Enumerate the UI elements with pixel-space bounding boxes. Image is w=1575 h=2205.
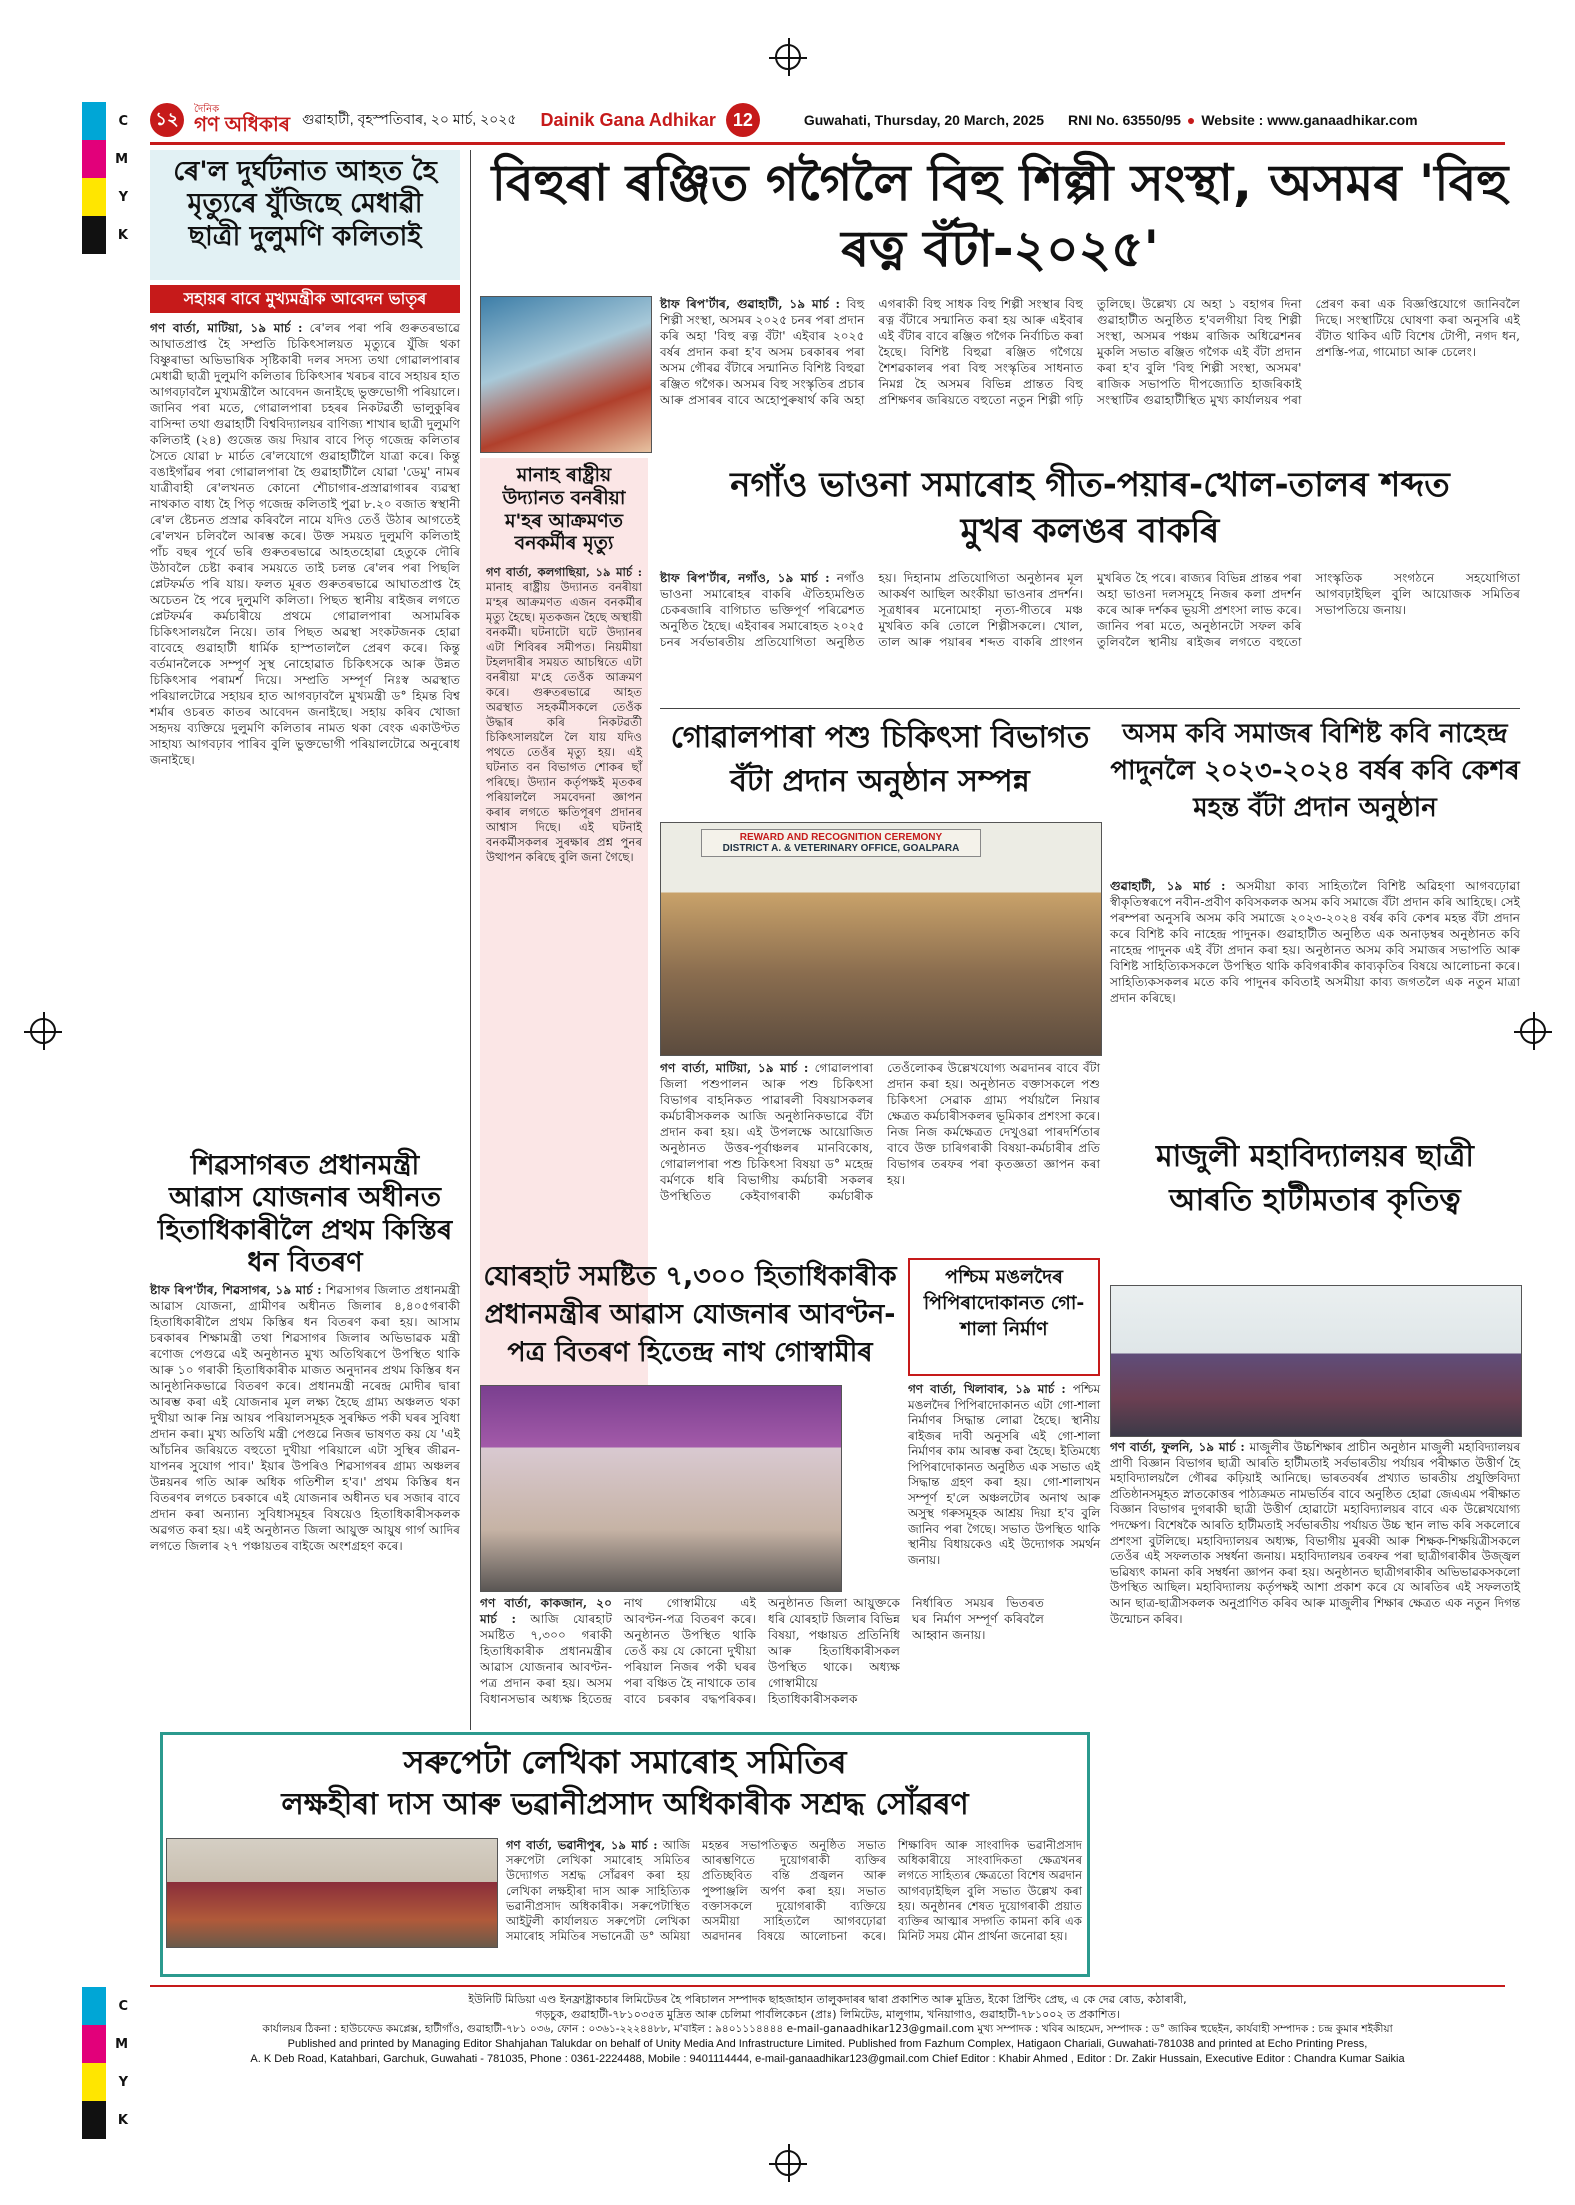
page-header [150, 100, 1505, 140]
vet-ceremony-banner: REWARD AND RECOGNITION CEREMONY DISTRICT A. & VETERINARY OFFICE, GOALPARA [701, 829, 981, 857]
cmyk-labels-bottom: C M Y K [115, 1998, 128, 2128]
header-rule [150, 142, 1505, 145]
black-swatch [82, 216, 106, 254]
goshala-headline-box [908, 1258, 1100, 1376]
poet-headline: অসম কবি সমাজৰ বিশিষ্ট কবি নাহেন্দ্ৰ পাদুনলৈ ২০২৩-২০২৪ বৰ্ষৰ কবি কেশৰ মহন্ত বঁটা প্ৰদান অনুষ্ঠান [1110, 719, 1520, 823]
imprint-line-5: A. K Deb Road, Katahbari, Garchuk, Guwahati - 781035, Phone : 0361-2224488, Mobile : 9401114444, e-mail-ganaadhikar123@gmail.com Chief Editor : Khabir Ahmed , Editor : Dr. Zakir Hussain, Executive Editor : Chandra Kumar Saikia [250, 2053, 1405, 2065]
jorhat-headline-box [480, 1258, 900, 1378]
footer-rule [150, 1985, 1505, 1987]
registration-mark-right [1520, 1018, 1546, 1044]
rail-story-body: গণ বাৰ্তা, মাটিয়া, ১৯ মাৰ্চ : ৰে'লৰ পৰা পৰি গুৰুতৰভাৱে আঘাতপ্ৰাপ্ত হৈ সম্প্ৰতি চিকিৎসালয়ত মৃত্যুৰে যুঁজি থকা বিষ্ণুৰাভা অভিভাষিক সৃষ্টিকাৰী দলৰ সদস্য তথা গোৱালপাৰাৰ মেধাৱী ছাত্ৰী দুলুমণি কলিতাৰ চিকিৎসাৰ খৰচৰ বাবে সহায়ৰ হাত আগবঢ়াবলৈ মুখ্যমন্ত্ৰীলৈ আবেদন জনাইছে ভুক্তভোগী পৰিয়ালে। জানিব পৰা মতে, গোৱালপাৰা চহৰৰ নিকটৱৰ্তী ভালুকুৰিৰ বাসিন্দা তথা গুৱাহাটী বিশ্ববিদ্যালয়ৰ বাণিজ্য শাখাৰ ছাত্ৰী দুলুমণি কলিতাই (২৪) গুজেন্ত জয় দিয়াৰ বাবে পিতৃ গজেন্দ্ৰ কলিতাৰ সৈতে যোৱা ৮ মাৰ্চত ৰে'লযোগে গুৱাহাটীলৈ যাত্ৰা কৰে। কিন্তু বঙাইগাঁৱৰ পৰা গোৱালপাৰা হৈ গুৱাহাটীলৈ যোৱা 'ডেমু' নামৰ যাত্ৰীবাহী ৰে'লখনত কোনো শৌচাগাৰ-প্ৰস্ৰাৱাগাৰৰ ব্যৱস্থা নাথকাত বাধ্য হৈ পিতৃ গজেন্দ্ৰ কলিতাই পুৱা ৮.২০ বজাত স্বস্থানী ৰে'ল ষ্টেচনত প্ৰস্ৰাৱ কৰিবলৈ নামে যদিও তেওঁ উঠাৰ আগতেই ৰে'লখন চলিবলৈ আৰম্ভ কৰে। উক্ত সময়ত দুলুমণি কলিতাই পাঁচ বছৰ পূৰ্বে ভৰি গুৰুতৰভাৱে আহতহোৱা হেতুকে দৌৰি উঠাবলৈ চেষ্টা কৰাৰ সময়তে তাই চলন্ত ৰে'লৰ পৰা পিছলি প্লেটফৰ্মত পৰি যায়। ফলত মূৰত গুৰুতৰভাৱে আঘাতপ্ৰাপ্ত হৈ অচেতন হৈ পৰে দুলুমণি কলিতা। পিছত স্থানীয় ৰাইজৰ লগতে প্লেটফৰ্মৰ কৰ্মচাৰীয়ে প্ৰথমে গোৱালপাৰা অসামৰিক চিকিৎসালয়লৈ নিয়ে। তাৰ পিছত অৱস্থা সংকটজনক হোৱা বাবেহে গুৱাহাটী ধাৰ্মিক হাস্পতাললৈ প্ৰেৰণ কৰে। কিন্তু বৰ্তমানলৈকে সম্পূৰ্ণ সুস্থ নোহোৱাত চিকিৎসকে আৰু উন্নত চিকিৎসাৰ পৰামৰ্শ দিয়ে। সম্প্ৰতি সম্পূৰ্ণ নিঃস্ব অৱস্থাত পৰিয়ালটোৱে সহায়ৰ হাত আগবঢ়াবলৈ মুখ্যমন্ত্ৰী ড° হিমন্ত বিশ্ব শৰ্মাৰ ওচৰত কাতৰ আবেদন জনাইছে। সহায় কৰিব খোজা সহৃদয় ব্যক্তিয়ে দুলুমণি কলিতাৰ নামত থকা বেংক একাউণ্টত সাহায্য আগবঢ়াব পাৰিব বুলি ভুক্তভোগী পৰিয়ালটোৱে অনুৰোধ জনাইছে। [150, 321, 460, 767]
imprint-line-1: ইউনিটি মিডিয়া এণ্ড ইনফ্ৰাষ্ট্ৰাকচাৰ লিমিটেডৰ হৈ পৰিচালন সম্পাদক ছাহজাহান তালুকদাৰৰ দ্বাৰা প্ৰকাশিত আৰু মুদ্ৰিত, ইকো প্ৰিণ্টিং প্ৰেছ, এ কে দেৱ ৰোড, কঠাৰাৰী, [468, 1993, 1187, 2006]
sarupeta-story-body: গণ বাৰ্তা, ভৱানীপুৰ, ১৯ মাৰ্চ : আজি সৰুপেটা লেখিকা সমাৰোহ সমিতিৰ উদ্যোগত সশ্ৰদ্ধ সোঁৱৰণ কৰা হয় লেখিকা লক্ষহীৰা দাস আৰু সাহিত্যিক ভৱানীপ্ৰসাদ অধিকাৰীক। সৰুপেটাস্থিত আইটুলী কাৰ্যালয়ত সৰুপেটা লেখিকা সমাৰোহ সমিতিৰ সভানেত্ৰী ড° অমিয়া মহন্তৰ সভাপতিত্বত অনুষ্ঠিত সভাত আৰম্ভণিতে দুয়োগৰাকী ব্যক্তিৰ প্ৰতিচ্ছবিত বন্তি প্ৰজ্বলন আৰু পুষ্পাঞ্জলি অৰ্পণ কৰা হয়। সভাত বক্তাসকলে দুয়োগৰাকী ব্যক্তিয়ে অসমীয়া সাহিত্যলৈ আগবঢ়োৱা অৱদানৰ বিষয়ে আলোচনা কৰে। শিক্ষাবিদ আৰু সাংবাদিক ভৱানীপ্ৰসাদ অধিকাৰীয়ে সাংবাদিকতা ক্ষেত্ৰখনৰ লগতে সাহিত্যৰ ক্ষেত্ৰতো বিশেষ অৱদান আগবঢ়াইছিল বুলি সভাত উল্লেখ কৰা হয়। অনুষ্ঠানৰ শেষত দুয়োগৰাকী প্ৰয়াত ব্যক্তিৰ আত্মাৰ সদ্গতি কামনা কৰি এক মিনিট সময় মৌন প্ৰাৰ্থনা জনোৱা হয়। [506, 1838, 1082, 1944]
rail-dateline: গণ বাৰ্তা, মাটিয়া, ১৯ মাৰ্চ : [150, 321, 303, 335]
poet-headline-box [1110, 716, 1520, 871]
lead-photo-ranjit-gogoi [480, 296, 652, 453]
section-rule [660, 708, 1520, 709]
imprint-footer [150, 1992, 1505, 2067]
paper-name-en: Dainik Gana Adhikar [540, 109, 716, 130]
housing-story-body: ষ্টাফ ৰিপ'ৰ্টাৰ, শিৱসাগৰ, ১৯ মাৰ্চ : শিৱসাগৰ জিলাত প্ৰধানমন্ত্ৰী আৱাস যোজনা, গ্ৰামীণৰ অধীনত জিলাৰ ৪,৪০৫গৰাকী হিতাধিকাৰীলৈ প্ৰথম কিস্তিৰ ধন বিতৰণ কৰা হয়। আসাম চৰকাৰৰ শিক্ষামন্ত্ৰী তথা শিৱসাগৰ জিলাৰ অভিভাৱক মন্ত্ৰী ৰণোজ পেগুৱে এই অনুষ্ঠানত মুখ্য অতিথিৰূপে উপস্থিত থাকি আৰু ১০ গৰাকী হিতাধিকাৰীক মাজত অনুদানৰ প্ৰথম কিস্তিৰ ধন আনুষ্ঠানিকভাৱে বিতৰণ কৰে। প্ৰধানমন্ত্ৰী নৰেন্দ্ৰ মোদীৰ দ্বাৰা আৰম্ভ কৰা এই যোজনাৰ মূল লক্ষ্য হৈছে গ্ৰাম্য অঞ্চলত থকা দুখীয়া আৰু নিম্ন আয়ৰ পৰিয়ালসমূহক সুৰক্ষিত পকী ঘৰৰ সুবিধা প্ৰদান কৰা। মুখ্য অতিথি মন্ত্ৰী পেগুৱে নিজৰ ভাষণত কয় যে 'এই আঁচনিৰ জৰিয়তে বহুতো দুখীয়া পৰিয়ালে এটা সুস্থিৰ জীৱন-যাপনৰ সুযোগ পাব।' ইয়াৰ উপৰিও শিৱসাগৰৰ গ্ৰাম্য অঞ্চলৰ উন্নয়নৰ গতি আৰু অধিক গতিশীল হ'ব।' প্ৰথম কিস্তিৰ ধন বিতৰণৰ লগতে চৰকাৰে এই যোজনাৰ অধীনত ঘৰ সজাৰ বাবে প্ৰদান কৰা অন্যান্য সুবিধাসমূহৰ বিষয়েও হিতাধিকাৰীসকলক অৱগত কৰা হয়। এই অনুষ্ঠানত জিলা আয়ুক্ত আয়ুষ গাৰ্গ আদিৰ লগতে জিলাৰ ২৭ পঞ্চায়তৰ বাইজে অংশগ্ৰহণ কৰে। [150, 1283, 460, 1553]
cyan-swatch-bottom [82, 1987, 106, 2025]
bhaona-story-body: ষ্টাফ ৰিপ'ৰ্টাৰ, নগাঁও, ১৯ মাৰ্চ : নগাঁও ভাওনা সমাৰোহৰ বাকৰি ঐতিহ্যমণ্ডিত চেকৰজাৰি বাগিচাত ভক্তিপূৰ্ণ পৰিৱেশত অনুষ্ঠিত হৈছে। এইবাৰৰ সমাৰোহত ২০২৫ চনৰ সৰ্বভাৰতীয় প্ৰতিযোগিতা অনুষ্ঠিত হয়। দিহানাম প্ৰতিযোগিতা অনুষ্ঠানৰ মূল আকৰ্ষণ আছিল অংকীয়া ভাওনাৰ প্ৰদৰ্শন। সূত্ৰধাৰৰ মনোমোহা নৃত্য-গীতৰে মঞ্চ মুখৰিত কৰি তোলে শিল্পীসকলে। খোল, তাল আৰু পয়াৰৰ শব্দত বাকৰি প্ৰাংগন মুখৰিত হৈ পৰে। ৰাজ্যৰ বিভিন্ন প্ৰান্তৰ পৰা অহা ভাওনা দলসমূহে নিজৰ কলা প্ৰদৰ্শন কৰে আৰু দৰ্শকৰ ভূয়সী প্ৰশংসা লাভ কৰে। জানিব পৰা মতে, অনুষ্ঠানটো সফল কৰি তুলিবলৈ স্থানীয় ৰাইজৰ লগতে বহুতো সাংস্কৃতিক সংগঠনে সহযোগিতা আগবঢ়াইছিল বুলি আয়োজক সমিতিৰ সভাপতিয়ে জনায়। [660, 571, 1520, 649]
housing-headline-box [150, 1150, 460, 1279]
cmyk-labels-top: C M Y K [115, 113, 128, 243]
date-en: Guwahati, Thursday, 20 March, 2025 [803, 112, 1045, 128]
goshala-headline: পশ্চিম মঙলদৈৰ পিপিৰাদোকানত গো-শালা নিৰ্মাণ [923, 1266, 1085, 1340]
majuli-felicitation-photo [1110, 1285, 1522, 1437]
column-divider [470, 150, 471, 1730]
magenta-swatch [82, 140, 106, 178]
imprint-line-2: গড়চুক, গুৱাহাটী-৭৮১০৩৫ত মুদ্ৰিত আৰু চেলিমা পাৰ্বলিকেচন (প্ৰাঃ) লিমিটেড, মালুগাম, খনিয়াগাও, গুৱাহাটী-৭৮১০০২ ত প্ৰকাশিত। [535, 2008, 1120, 2021]
yellow-swatch [82, 178, 106, 216]
page-number-badge: 12 [726, 103, 760, 137]
bhaona-headline-box [660, 462, 1520, 562]
registration-mark-top [775, 44, 801, 70]
cyan-swatch [82, 102, 106, 140]
sarupeta-meeting-photo [166, 1838, 498, 1948]
vet-headline-box [660, 716, 1100, 816]
majuli-headline-box [1110, 1135, 1520, 1280]
majuli-headline: মাজুলী মহাবিদ্যালয়ৰ ছাত্ৰী আৰতি হাটীমতাৰ কৃতিত্ব [1155, 1139, 1474, 1218]
poet-story-body: গুৱাহাটী, ১৯ মাৰ্চ : অসমীয়া কাব্য সাহিত্যলৈ বিশিষ্ট অৱিহণা আগবঢ়োৱা স্বীকৃতিস্বৰূপে নবীন-প্ৰবীণ কবিসকলক অসম কবি সমাজে বঁটা প্ৰদান কৰি আহিছে। সেই পৰম্পৰা অনুসৰি অসম কবি সমাজে ২০২৩-২০২৪ বৰ্ষৰ কবি কেশৰ মহন্ত বঁটা প্ৰদান কৰে বিশিষ্ট কবি নাহেন্দ্ৰ পাদুনক। গুৱাহাটীত অনুষ্ঠিত এক অনাড়ম্বৰ অনুষ্ঠানত কবি নাহেন্দ্ৰ পাদুনক এই বঁটা প্ৰদান কৰা হয়। অনুষ্ঠানত অসম কবি সমাজৰ সভাপতি আৰু বিশিষ্ট সাহিত্যিকসকলে উপস্থিত থাকি কবিগৰাকীৰ কাব্যকৃতিৰ বিষয়ে আলোচনা কৰে। সাহিত্যিকসকলৰ মতে কবি পাদুনৰ কবিতাই অসমীয়া কাব্য জগতলৈ এক নতুন মাত্ৰা প্ৰদান কৰিছে। [1110, 879, 1521, 1005]
rail-headline: ৰে'ল দুৰ্ঘটনাত আহত হৈ মৃত্যুৰে যুঁজিছে মেধাৱী ছাত্ৰী দুলুমণি কলিতাই [173, 156, 437, 252]
vet-ceremony-photo [660, 822, 1102, 1056]
imprint-line-3: কাৰ্যালয়ৰ ঠিকনা : হাউচফেড কমপ্লেক্স, হাটীগাঁও, গুৱাহাটী-৭৮১ ০৩৬, ফোন : ০৩৬১-২২২৪৪৮৮, ম'বাইল : ৯৪০১১১৪৪৪৪ e-mail-ganaadhikar123@gmail.com মুখ্য সম্পাদক : খবিৰ আহমেদ, সম্পাদক : ড° জাকিৰ হুছেইন, কাৰ্যবাহী সম্পাদক : চন্দ্ৰ কুমাৰ শইকীয়া [262, 2023, 1393, 2035]
jorhat-headline: যোৰহাট সমষ্টিত ৭,৩০০ হিতাধিকাৰীক প্ৰধানমন্ত্ৰীৰ আৱাস যোজনাৰ আবণ্টন-পত্ৰ বিতৰণ হিতেন্দ্ৰ নাথ গোস্বামীৰ [483, 1261, 897, 1368]
lead-dateline: ষ্টাফ ৰিপ'ৰ্টাৰ, গুৱাহাটী, ১৯ মাৰ্চ : [660, 297, 841, 311]
rail-kicker: সহায়ৰ বাবে মুখ্যমন্ত্ৰীক আবেদন ভাতৃৰ [150, 285, 460, 313]
imprint-line-4: Published and printed by Managing Editor Shahjahan Talukdar on behalf of Unity Media And Infrastructure Limited. Published from Fazhum Complex, Hatigaon Chariali, Guwahati-781038 and printed at Echo Printing Press, [287, 2038, 1368, 2050]
vet-headline: গোৱালপাৰা পশু চিকিৎসা বিভাগত বঁটা প্ৰদান অনুষ্ঠান সম্পন্ন [670, 720, 1090, 799]
lead-story-body: ষ্টাফ ৰিপ'ৰ্টাৰ, গুৱাহাটী, ১৯ মাৰ্চ : বিহু শিল্পী সংস্থা, অসমৰ ২০২৫ চনৰ পৰা প্ৰদান কৰি অহা 'বিহু ৰত্ন বঁটা' এইবাৰ ২০২৫ বৰ্ষৰ প্ৰদান কৰা হ'ব অসম চৰকাৰৰ পৰা অসম গৌৰৱ বঁটাৰে সন্মানিত বিশিষ্ট বিহুৱা ৰঞ্জিত গগৈক। অসমৰ বিহু সংস্কৃতিৰ প্ৰচাৰ আৰু প্ৰসাৰৰ বাবে অহোপুৰুষাৰ্থ কৰি অহা এগৰাকী বিহু সাধক বিহু শিল্পী সংস্থাৰ বিহু ৰত্ন বঁটাৰে সন্মানিত কৰা হয় আৰু এইবাৰ এই বঁটাৰ বাবে ৰঞ্জিত গগৈক নিৰ্বাচিত কৰা হৈছে। বিশিষ্ট বিহুৱা ৰঞ্জিত গগৈয়ে শৈশৱকালৰ পৰা বিহু সংস্কৃতিৰ সাধনাত নিমগ্ন হৈ অসমৰ বিভিন্ন প্ৰান্তত বিহু প্ৰশিক্ষণৰ জৰিয়তে বহুতো নতুন শিল্পী গঢ়ি তুলিছে। উল্লেখ্য যে অহা ১ বহাগৰ দিনা গুৱাহাটীত অনুষ্ঠিত হ'বলগীয়া বিহু শিল্পী সংস্থা, অসমৰ পঞ্চম ৰাজিক অধিৱেশনৰ মুকলি সভাত ৰঞ্জিত গগৈক এই বঁটা প্ৰদান কৰা হ'ব বুলি 'বিহু শিল্পী সংস্থা, অসমৰ' ৰাজিক সভাপতি দীপজ্যোতি হাজৰিকাই সংস্থাটিৰ গুৱাহাটীস্থিত মুখ্য কাৰ্যালয়ৰ পৰা প্ৰেৰণ কৰা এক বিজ্ঞপ্তিযোগে জানিবলৈ দিছে। সংস্থাটিয়ে ঘোষণা কৰা অনুসৰি এই বঁটাত থাকিব এটি বিশেষ টোপী, নগদ ধন, প্ৰশস্তি-পত্ৰ, গামোচা আৰু চেলেং। [660, 297, 1520, 407]
registration-mark-left [30, 1018, 56, 1044]
goshala-story-body: গণ বাৰ্তা, খিলাবাৰ, ১৯ মাৰ্চ : পশ্চিম মঙলদৈৰ পিপিৰাদোকানত এটা গো-শালা নিৰ্মাণৰ সিদ্ধান্ত লোৱা হৈছে। স্থানীয় ৰাইজৰ দাবী অনুসৰি এই গো-শালা নিৰ্মাণৰ কাম আৰম্ভ কৰা হৈছে। ইতিমধ্যে পিপিৰাদোকানত অনুষ্ঠিত এক সভাত এই সিদ্ধান্ত গ্ৰহণ কৰা হয়। গো-শালাখন সম্পূৰ্ণ হ'লে অঞ্চলটোৰ অনাথ আৰু অসুস্থ গৰুসমূহক আশ্ৰয় দিয়া হ'ব বুলি জানিব পৰা গৈছে। সভাত উপস্থিত থাকি স্থানীয় বিধায়কেও এই উদ্যোগক সমৰ্থন জনায়। [908, 1382, 1100, 1567]
jorhat-ceremony-photo [480, 1385, 842, 1592]
magenta-swatch-bottom [82, 2025, 106, 2063]
vet-story-body: গণ বাৰ্তা, মাটিয়া, ১৯ মাৰ্চ : গোৱালপাৰা জিলা পশুপালন আৰু পশু চিকিৎসা বিভাগৰ বাহনিকত পাৱাৰলী বিষয়াসকলৰ কৰ্মচাৰীসকলক আজি অনুষ্ঠানিকভাৱে বঁটা প্ৰদান কৰা হয়। এই উপলক্ষে আয়োজিত অনুষ্ঠানত উত্তৰ-পূৰ্বাঞ্চলৰ মানবিকোষ, গোৱালপাৰা পশু চিকিৎসা বিষয়া ড° মহেন্দ্ৰ বৰ্মণকে ধৰি বিভাগীয় কৰ্মচাৰী সকলৰ উপস্থিতিত কেইবাগৰাকী কৰ্মচাৰীক তেওঁলোকৰ উল্লেখযোগ্য অৱদানৰ বাবে বঁটা প্ৰদান কৰা হয়। অনুষ্ঠানত বক্তাসকলে পশু চিকিৎসা সেৱাক গ্ৰাম্য পৰ্যায়লৈ নিয়াৰ ক্ষেত্ৰত কৰ্মচাৰীসকলৰ ভূমিকাৰ প্ৰশংসা কৰে। নিজ নিজ কৰ্মক্ষেত্ৰত দেখুওৱা পাৰদৰ্শিতাৰ বাবে উক্ত চাৰিগৰাকী বিষয়া-কৰ্মচাৰীৰ প্ৰতি বিভাগৰ তৰফৰ পৰা কৃতজ্ঞতা জ্ঞাপন কৰা হয়। [660, 1061, 1100, 1203]
paper-logo: দৈনিক গণ অধিকাৰ [194, 104, 291, 136]
page-number-badge-local: ১২ [150, 103, 184, 137]
rail-headline-box [150, 150, 460, 280]
sarupeta-headline-line1: সৰুপেটা লেখিকা সমাৰোহ সমিতিৰ [403, 1743, 847, 1781]
manas-story-box [480, 458, 648, 1388]
date-local: গুৱাহাটী, বৃহস্পতিবাৰ, ২০ মাৰ্চ, ২০২৫ [302, 111, 517, 127]
lead-headline: বিহুৰা ৰঞ্জিত গগৈলৈ বিহু শিল্পী সংস্থা, অসমৰ 'বিহু ৰত্ন বঁটা-২০২৫' [491, 154, 1509, 278]
yellow-swatch-bottom [82, 2063, 106, 2101]
registration-mark-bottom [775, 2150, 801, 2176]
website: Website : www.ganaadhikar.com [1201, 112, 1418, 128]
housing-dateline: ষ্টাফ ৰিপ'ৰ্টাৰ, শিৱসাগৰ, ১৯ মাৰ্চ : [150, 1283, 322, 1297]
housing-headline: শিৱসাগৰত প্ৰধানমন্ত্ৰী আৱাস যোজনাৰ অধীনত হিতাধিকাৰীলৈ প্ৰথম কিস্তিৰ ধন বিতৰণ [157, 1150, 453, 1279]
black-swatch-bottom [82, 2101, 106, 2139]
jorhat-story-body: গণ বাৰ্তা, কাকজান, ২০ মাৰ্চ : আজি যোৰহাট সমষ্টিত ৭,৩০০ গৰাকী হিতাধিকাৰীক প্ৰধানমন্ত্ৰীৰ আৱাস যোজনাৰ আবণ্টন-পত্ৰ প্ৰদান কৰা হয়। অসম বিধানসভাৰ অধ্যক্ষ হিতেন্দ্ৰ নাথ গোস্বামীয়ে এই আবণ্টন-পত্ৰ বিতৰণ কৰে। অনুষ্ঠানত উপস্থিত থাকি তেওঁ কয় যে কোনো দুখীয়া পৰিয়াল নিজৰ পকী ঘৰৰ পৰা বঞ্চিত হৈ নাথাকে তাৰ বাবে চৰকাৰ বদ্ধপৰিকৰ। অনুষ্ঠানত জিলা আয়ুক্তকে ধৰি যোৰহাট জিলাৰ বিভিন্ন বিষয়া, পঞ্চায়ত প্ৰতিনিধি আৰু হিতাধিকাৰীসকল উপস্থিত থাকে। অধ্যক্ষ গোস্বামীয়ে হিতাধিকাৰীসকলক নিৰ্ধাৰিত সময়ৰ ভিতৰত ঘৰ নিৰ্মাণ সম্পূৰ্ণ কৰিবলৈ আহ্বান জনায়। [480, 1596, 1044, 1706]
manas-story-body: গণ বাৰ্তা, কলগাছিয়া, ১৯ মাৰ্চ : মানাহ ৰাষ্ট্ৰীয় উদ্যানত বনৰীয়া ম'হৰ আক্ৰমণত এজন বনকৰ্মীৰ মৃত্যু হৈছে। মৃতকজন হৈছে অস্থায়ী বনকৰ্মী। ঘটনাটো ঘটে উদ্যানৰ এটা শিবিৰৰ সমীপত। নিয়মীয়া টহলদাৰীৰ সময়ত আচম্বিতে এটা বনৰীয়া ম'হে তেওঁক আক্ৰমণ কৰে। গুৰুতৰভাৱে আহত অৱস্থাত সহকৰ্মীসকলে তেওঁক উদ্ধাৰ কৰি নিকটৱৰ্তী চিকিৎসালয়লৈ লৈ যায় যদিও পথতে তেওঁৰ মৃত্যু হয়। এই ঘটনাত বন বিভাগত শোকৰ ছাঁ পৰিছে। উদ্যান কৰ্তৃপক্ষই মৃতকৰ পৰিয়াললৈ সমবেদনা জ্ঞাপন কৰাৰ লগতে ক্ষতিপূৰণ প্ৰদানৰ আশ্বাস দিছে। এই ঘটনাই বনকৰ্মীসকলৰ সুৰক্ষাৰ প্ৰশ্ন পুনৰ উত্থাপন কৰিছে বুলি জনা গৈছে। [486, 565, 642, 865]
bullet-icon: ● [1186, 112, 1196, 128]
bhaona-headline: নগাঁও ভাওনা সমাৰোহ গীত-পয়াৰ-খোল-তালৰ শব্দত মুখৰ কলঙৰ বাকৰি [730, 465, 1450, 551]
majuli-story-body: গণ বাৰ্তা, ফুলনি, ১৯ মাৰ্চ : মাজুলীৰ উচ্চশিক্ষাৰ প্ৰাচীন অনুষ্ঠান মাজুলী মহাবিদ্যালয়ৰ প্ৰাণী বিজ্ঞান বিভাগৰ ছাত্ৰী আৰতি হাটীমতাই সৰ্বভাৰতীয় পৰ্যায়ৰ পৰীক্ষাত উত্তীৰ্ণ হৈ মহাবিদ্যালয়লৈ গৌৰৱ কঢ়িয়াই আনিছে। ভাৰতবৰ্ষৰ প্ৰখ্যাত ভাৰতীয় প্ৰযুক্তিবিদ্যা প্ৰতিষ্ঠানসমূহত স্নাতকোত্তৰ পাঠ্যক্ৰমত নামভৰ্তিৰ বাবে অনুষ্ঠিত হোৱা জেএএম পৰীক্ষাত বিজ্ঞান বিভাগৰ দুগৰাকী ছাত্ৰী উত্তীৰ্ণ হোৱাটো মহাবিদ্যালয়ৰ বাবে এক উল্লেখযোগ্য পদক্ষেপ। বিশেষকৈ আৰতি হাটীমতাই সৰ্বভাৰতীয় পৰ্যায়ত উচ্চ স্থান লাভ কৰি সকলোৰে প্ৰশংসা বুটলিছে। মহাবিদ্যালয়ৰ অধ্যক্ষ, বিভাগীয় মুৰব্বী আৰু শিক্ষক-শিক্ষয়িত্ৰীসকলে তেওঁৰ এই সফলতাক সম্বৰ্ধনা জনায়। মহাবিদ্যালয়ৰ তৰফৰ পৰা ছাত্ৰীগৰাকীৰ উজ্জ্বল ভৱিষ্যৎ কামনা কৰি সম্বৰ্ধনা জ্ঞাপন কৰা হয়। অনুষ্ঠানত ছাত্ৰীগৰাকীৰ অভিভাৱকসকলো উপস্থিত আছিল। মহাবিদ্যালয় কৰ্তৃপক্ষই আশা প্ৰকাশ কৰে যে আৰতিৰ এই সফলতাই আন ছাত্ৰ-ছাত্ৰীসকলক অনুপ্ৰাণিত কৰিব আৰু মাজুলীৰ শিক্ষাৰ ক্ষেত্ৰত এক নতুন দিগন্ত উন্মোচন কৰিব। [1110, 1440, 1520, 1626]
sarupeta-headline-line2: লক্ষহীৰা দাস আৰু ভৱানীপ্ৰসাদ অধিকাৰীক সশ্ৰদ্ধ সোঁৱৰণ [281, 1787, 969, 1823]
lead-headline-box [480, 150, 1520, 290]
rni-number: RNI No. 63550/95 [1068, 112, 1181, 128]
manas-headline: মানাহ ৰাষ্ট্ৰীয় উদ্যানত বনৰীয়া ম'হৰ আক্ৰমণত বনকৰ্মীৰ মৃত্যু [502, 464, 626, 555]
